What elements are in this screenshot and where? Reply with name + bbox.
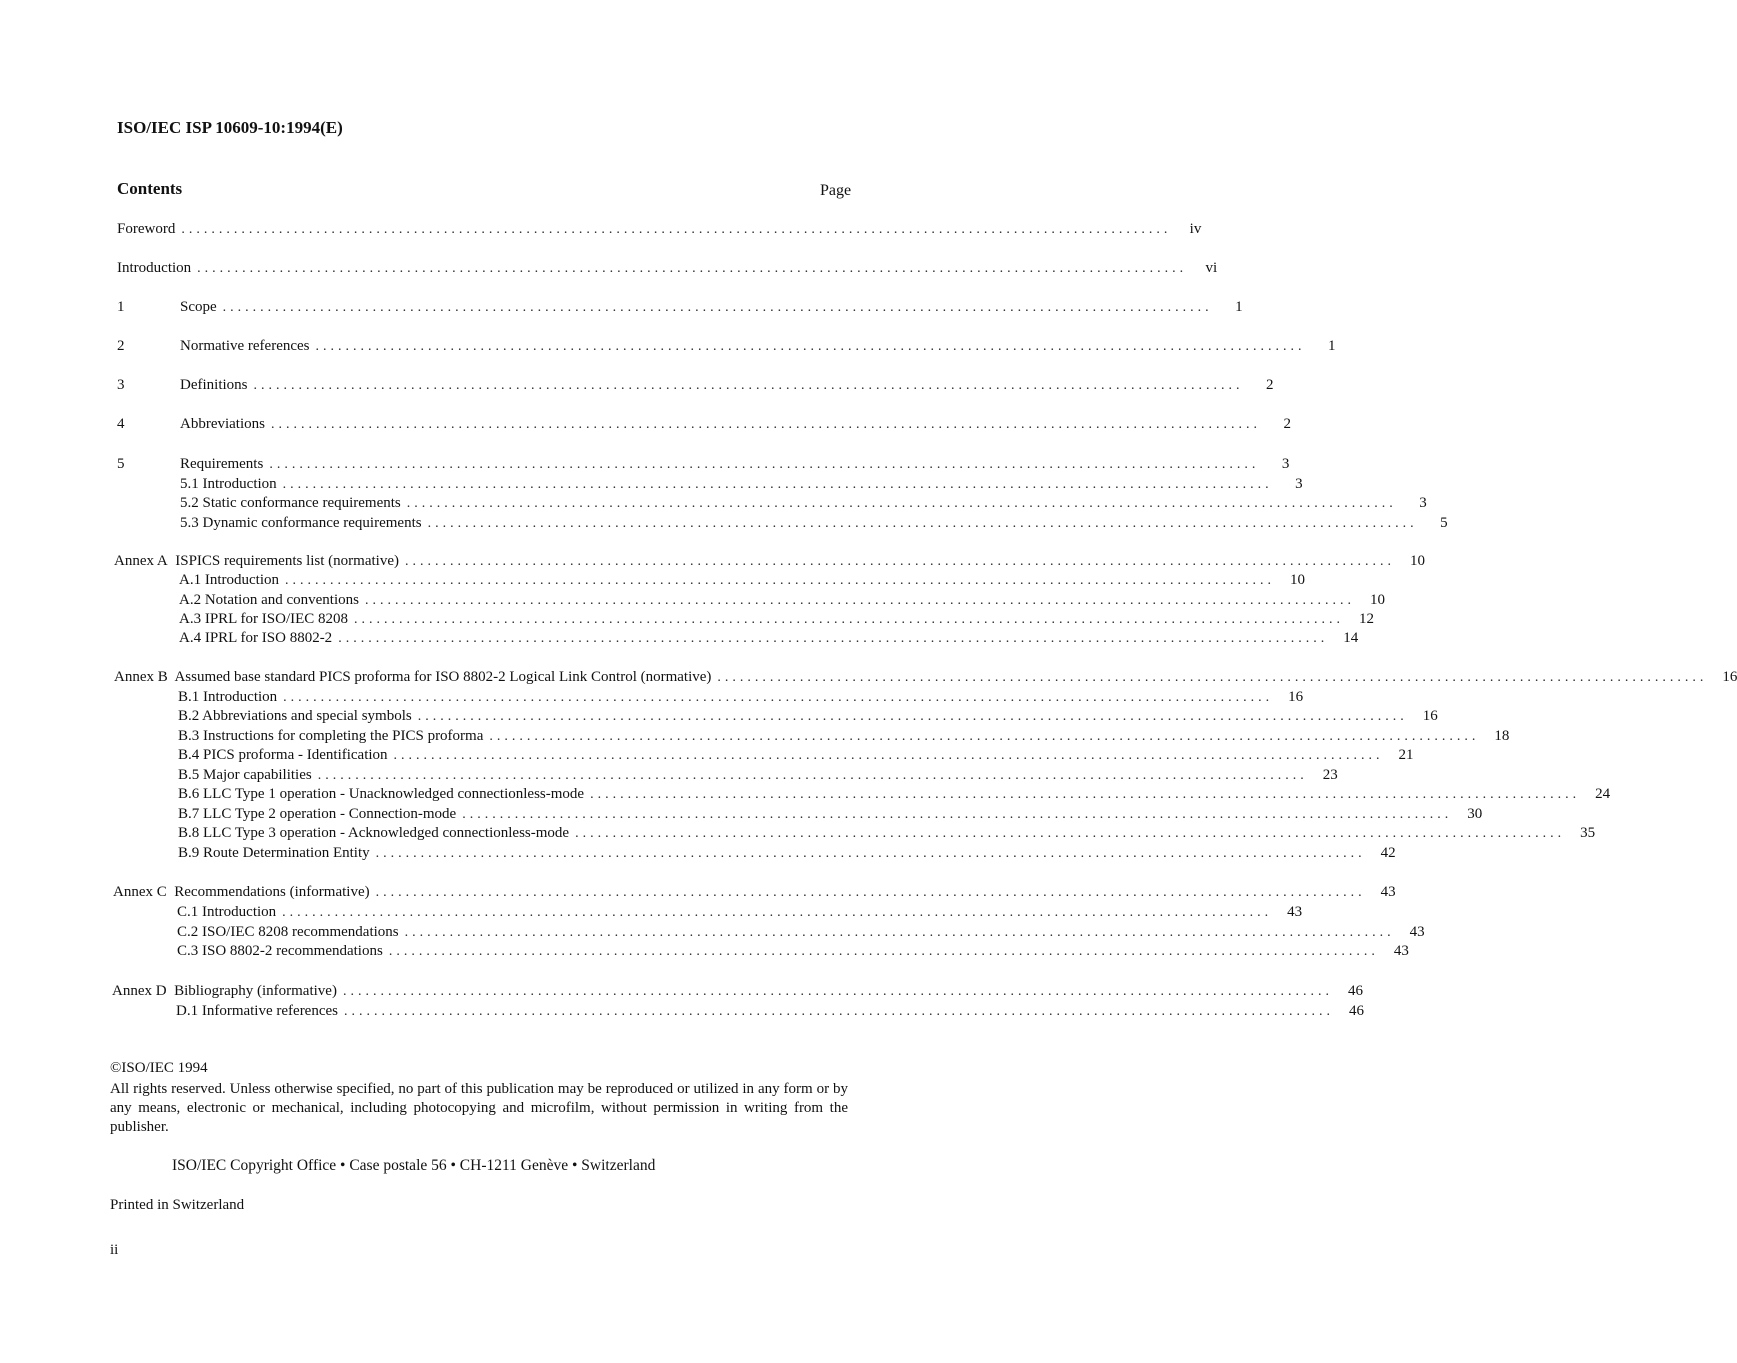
leader-dots: .................................................................................................................................... [222, 300, 1213, 315]
toc-entry-label: A.3 IPRL for ISO/IEC 8208 [179, 611, 349, 627]
toc-entry-label: A.4 IPRL for ISO 8802-2 [179, 630, 333, 646]
toc-entry-page: 46 [1347, 983, 1363, 999]
toc-entry-page: 43 [1409, 924, 1425, 940]
contents-title: Contents [117, 179, 183, 198]
toc-entry-page: 23 [1322, 767, 1338, 783]
toc-subentry[interactable] [179, 628, 1359, 648]
toc-entry-page: 24 [1595, 786, 1611, 802]
toc-subentry[interactable] [178, 765, 1338, 785]
leader-dots: .................................................................................................................................... [427, 516, 1418, 531]
toc-subentry[interactable] [176, 1001, 1364, 1021]
toc-entry-page: 35 [1580, 825, 1596, 841]
toc-entry-label: B.6 LLC Type 1 operation - Unacknowledged connectionless-mode [178, 786, 585, 802]
leader-dots: .................................................................................................................................... [375, 885, 1366, 900]
page-number: ii [110, 1242, 119, 1258]
leader-dots: .................................................................................................................................... [282, 905, 1273, 920]
toc-entry-page: 30 [1467, 806, 1483, 822]
leader-dots: .................................................................................................................................... [344, 1004, 1334, 1019]
toc-subentry[interactable] [177, 922, 1425, 942]
toc-entry-label: 5.3 Dynamic conformance requirements [180, 515, 422, 531]
toc-subentry[interactable] [177, 941, 1409, 961]
annex-number: Annex A [114, 553, 168, 569]
leader-dots: .................................................................................................................................... [315, 339, 1306, 354]
toc-subentry[interactable] [180, 493, 1427, 513]
toc-subentry[interactable] [179, 590, 1385, 610]
toc-entry-label: B.9 Route Determination Entity [178, 845, 370, 861]
toc-subentry[interactable] [178, 687, 1304, 707]
toc-entry-label: Scope [180, 299, 217, 315]
toc-entry-page: 2 [1283, 416, 1291, 432]
toc-entry-page: 10 [1409, 553, 1425, 569]
toc-entry-label: Assumed base standard PICS proforma for ISO 8802-2 Logical Link Control (normative) [174, 669, 712, 685]
toc-entry-page: 21 [1398, 747, 1414, 763]
toc-entry-label: A.1 Introduction [179, 572, 279, 588]
toc-entry-scope[interactable] [180, 297, 1243, 317]
clause-number: 3 [117, 377, 125, 393]
leader-dots: .................................................................................................................................... [342, 984, 1333, 999]
annex-number: Annex B [114, 669, 168, 685]
toc-entry-annex-c[interactable] [113, 882, 1396, 902]
toc-entry-page: 43 [1393, 943, 1409, 959]
toc-subentry[interactable] [178, 843, 1396, 863]
toc-entry-page: 1 [1235, 299, 1243, 315]
toc-entry-annex-a[interactable] [114, 551, 1425, 571]
leader-dots: .................................................................................................................................... [717, 670, 1708, 685]
annex-label [114, 667, 717, 687]
leader-dots: .................................................................................................................................... [282, 477, 1273, 492]
leader-dots: .................................................................................................................................... [283, 690, 1274, 705]
toc-subentry[interactable] [178, 804, 1483, 824]
toc-entry-page: 3 [1281, 456, 1290, 472]
toc-subentry[interactable] [178, 706, 1438, 726]
toc-entry-label: C.2 ISO/IEC 8208 recommendations [177, 924, 399, 940]
leader-dots: .................................................................................................................................... [270, 417, 1261, 432]
page-column-heading: Page [820, 182, 852, 199]
toc-entry-label: B.3 Instructions for completing the PICS proforma [178, 728, 484, 744]
toc-entry-label: B.2 Abbreviations and special symbols [178, 708, 412, 724]
leader-dots: .................................................................................................................................... [354, 612, 1345, 627]
toc-entry-page: 16 [1288, 689, 1304, 705]
toc-entry-label: ISPICS requirements list (normative) [175, 553, 399, 569]
toc-subentry[interactable] [178, 745, 1414, 765]
leader-dots: .................................................................................................................................... [253, 378, 1244, 393]
toc-entry-page: 5 [1440, 515, 1448, 531]
toc-entry-label: Recommendations (informative) [174, 884, 370, 900]
leader-dots: .................................................................................................................................... [590, 787, 1581, 802]
toc-entry-label: Normative references [180, 338, 310, 354]
leader-dots: .................................................................................................................................... [489, 729, 1480, 744]
toc-entry-annex-b[interactable] [114, 667, 1737, 687]
toc-entry-page: 12 [1359, 611, 1375, 627]
copyright-line: ©ISO/IEC 1994 [110, 1060, 208, 1076]
toc-entry-label: B.4 PICS proforma - Identification [178, 747, 388, 763]
toc-subentry[interactable] [178, 726, 1510, 746]
toc-entry-page: 42 [1380, 845, 1396, 861]
toc-entry-label: B.1 Introduction [178, 689, 278, 705]
leader-dots: .................................................................................................................................... [575, 826, 1566, 841]
leader-dots: .................................................................................................................................... [375, 846, 1366, 861]
toc-entry-definitions[interactable] [180, 375, 1274, 395]
toc-entry-introduction[interactable] [117, 258, 1218, 278]
leader-dots: .................................................................................................................................... [284, 573, 1275, 588]
toc-subentry[interactable] [178, 784, 1611, 804]
toc-entry-page: 3 [1419, 495, 1427, 511]
toc-entry-page: 16 [1422, 708, 1438, 724]
toc-entry-label: Introduction [117, 260, 192, 276]
toc-entry-normative-references[interactable] [180, 336, 1336, 356]
toc-entry-label: Definitions [180, 377, 248, 393]
toc-entry-label: 5.1 Introduction [180, 476, 277, 492]
leader-dots: .................................................................................................................................... [317, 768, 1308, 783]
leader-dots: .................................................................................................................................... [364, 593, 1355, 608]
toc-entry-requirements[interactable] [180, 454, 1290, 474]
toc-subentry[interactable] [178, 823, 1596, 843]
toc-entry-page: 18 [1494, 728, 1510, 744]
toc-entry-page: 1 [1328, 338, 1336, 354]
leader-dots: .................................................................................................................................... [462, 807, 1453, 822]
toc-subentry[interactable] [180, 474, 1303, 494]
leader-dots: .................................................................................................................................... [388, 944, 1379, 959]
toc-entry-page: 43 [1287, 904, 1303, 920]
toc-entry-page: 2 [1266, 377, 1274, 393]
toc-entry-label: Abbreviations [180, 416, 265, 432]
toc-entry-page: vi [1205, 260, 1218, 276]
annex-number: Annex D [112, 983, 167, 999]
toc-subentry[interactable] [180, 513, 1448, 533]
toc-entry-label: Foreword [117, 221, 176, 237]
leader-dots: .................................................................................................................................... [197, 261, 1188, 276]
toc-entry-label: 5.2 Static conformance requirements [180, 495, 401, 511]
toc-entry-label: B.7 LLC Type 2 operation - Connection-mode [178, 806, 457, 822]
toc-entry-label: Requirements [180, 456, 264, 472]
leader-dots: .................................................................................................................................... [404, 925, 1395, 940]
toc-entry-page: 10 [1369, 592, 1385, 608]
leader-dots: .................................................................................................................................... [181, 222, 1172, 237]
toc-entry-page: 14 [1343, 630, 1359, 646]
leader-dots: .................................................................................................................................... [269, 457, 1260, 472]
clause-number: 5 [117, 456, 125, 472]
clause-number: 1 [117, 299, 125, 315]
toc-entry-page: 43 [1380, 884, 1396, 900]
rights-notice: All rights reserved. Unless otherwise specified, no part of this publication may be reproduced or utilized in any form or by any means, electronic or mechanical, including photocopying and microfilm, without permission in writing from the publisher. [110, 1081, 848, 1135]
clause-number: 2 [117, 338, 125, 354]
copyright-office-address: ISO/IEC Copyright Office • Case postale 56 • CH-1211 Genève • Switzerland [172, 1157, 656, 1174]
printed-in: Printed in Switzerland [110, 1197, 245, 1213]
toc-entry-label: C.3 ISO 8802-2 recommendations [177, 943, 383, 959]
document-id: ISO/IEC ISP 10609-10:1994(E) [117, 118, 343, 137]
toc-entry-foreword[interactable] [117, 219, 1202, 239]
leader-dots: .................................................................................................................................... [404, 554, 1395, 569]
leader-dots: .................................................................................................................................... [417, 709, 1408, 724]
toc-entry-label: A.2 Notation and conventions [179, 592, 359, 608]
toc-entry-page: iv [1189, 221, 1202, 237]
toc-entry-annex-d[interactable] [112, 981, 1363, 1001]
toc-entry-label: D.1 Informative references [176, 1003, 338, 1019]
leader-dots: .................................................................................................................................... [393, 748, 1384, 763]
annex-label [113, 882, 376, 902]
toc-entry-page: 3 [1295, 476, 1303, 492]
toc-subentry[interactable] [179, 609, 1375, 629]
toc-entry-page: 10 [1289, 572, 1305, 588]
leader-dots: .................................................................................................................................... [338, 631, 1329, 646]
annex-label [112, 981, 343, 1001]
toc-entry-page: 16 [1722, 669, 1737, 685]
toc-subentry[interactable] [179, 570, 1305, 590]
toc-entry-label: B.8 LLC Type 3 operation - Acknowledged connectionless-mode [178, 825, 570, 841]
leader-dots: .................................................................................................................................... [406, 496, 1397, 511]
toc-entry-label: C.1 Introduction [177, 904, 277, 920]
toc-entry-page: 46 [1349, 1003, 1364, 1019]
toc-entry-label: B.5 Major capabilities [178, 767, 312, 783]
toc-entry-label: Bibliography (informative) [174, 983, 337, 999]
annex-number: Annex C [113, 884, 167, 900]
annex-label [114, 551, 405, 571]
clause-number: 4 [117, 416, 125, 432]
toc-subentry[interactable] [177, 902, 1303, 922]
toc-entry-abbreviations[interactable] [180, 414, 1291, 434]
